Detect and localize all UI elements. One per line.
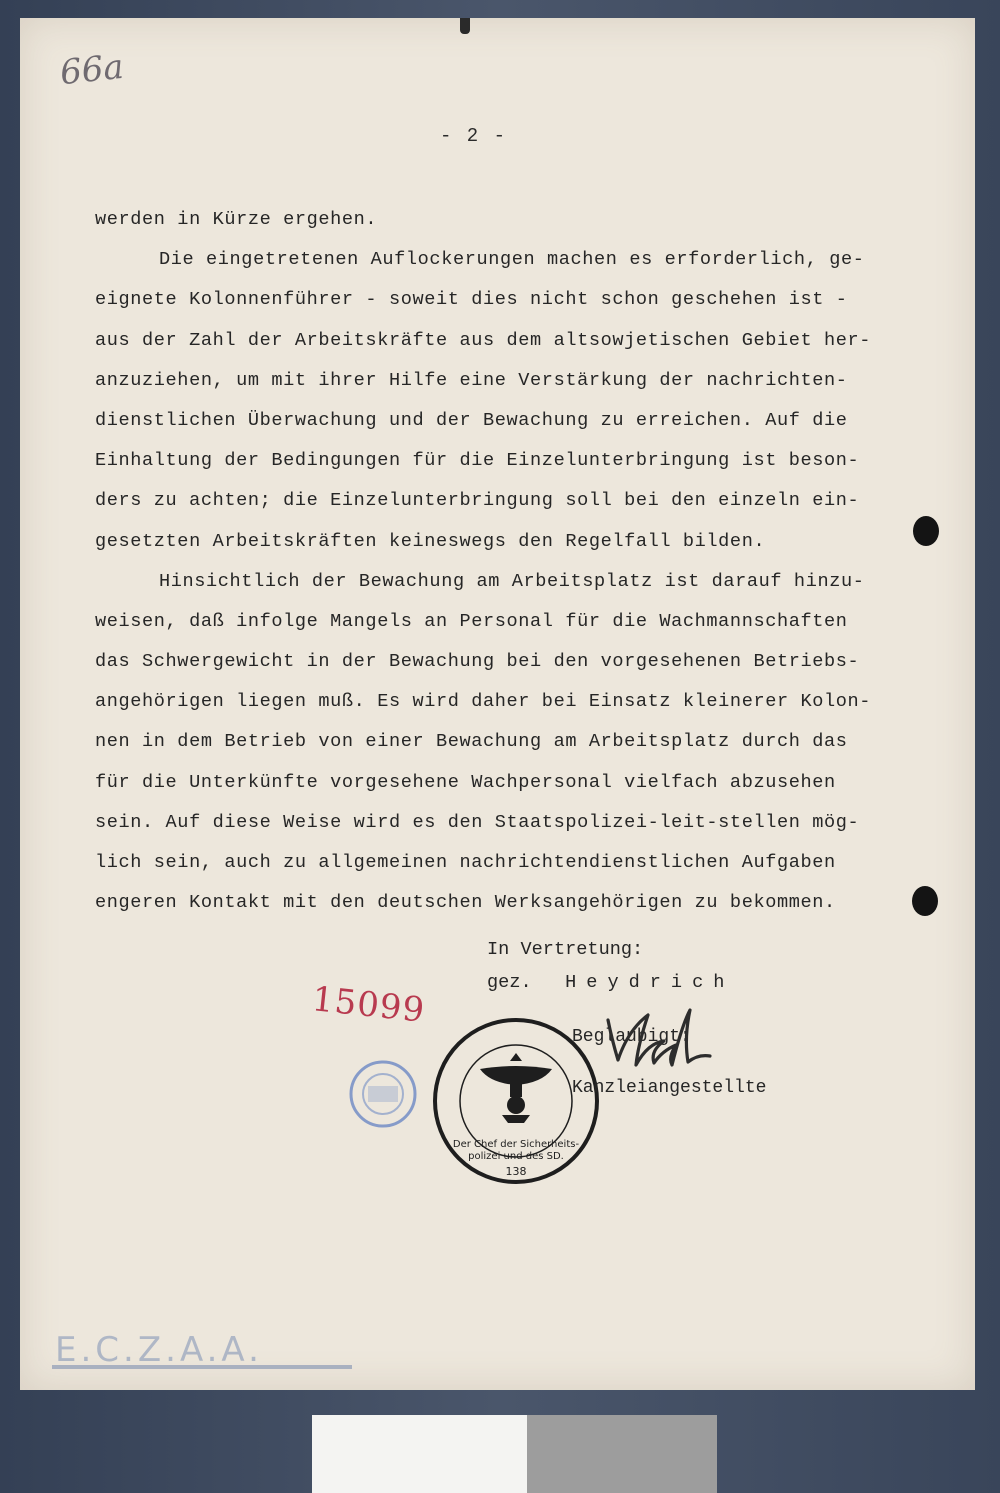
text-line: aus der Zahl der Arbeitskräfte aus dem altsowjetischen Gebiet her- — [95, 329, 872, 351]
faded-blue-stamp: E.C.Z.A.A. — [55, 1330, 263, 1370]
letter-body — [95, 200, 915, 923]
text-line: angehörigen liegen muß. Es wird daher bei Einsatz kleinerer Kolon- — [95, 691, 872, 713]
gez-label: gez. — [487, 972, 532, 993]
red-registry-number: 15099 — [310, 979, 427, 1031]
text-line: gesetzten Arbeitskräften keineswegs den Regelfall bilden. — [95, 530, 766, 552]
page-number: - 2 - — [440, 125, 508, 147]
text-line: Einhaltung der Bedingungen für die Einzelunterbringung ist beson- — [95, 450, 860, 472]
in-vertretung-line: In Vertretung: — [487, 939, 644, 960]
text-line: nen in dem Betrieb von einer Bewachung am Arbeitsplatz durch das — [95, 731, 848, 753]
text-line: das Schwergewicht in der Bewachung bei den vorgesehenen Betriebs- — [95, 651, 860, 673]
punch-hole-upper — [913, 516, 939, 546]
clerk-role-label: Kanzleiangestellte — [572, 1078, 767, 1098]
text-line: dienstlichen Überwachung und der Bewachung zu erreichen. Auf die — [95, 409, 848, 431]
blue-round-stamp-icon — [348, 1058, 418, 1130]
handwritten-folio-note: 66a — [58, 46, 126, 94]
certified-label: Beglaubigt: — [572, 1027, 691, 1047]
signature-block — [487, 933, 734, 999]
text-line: weisen, daß infolge Mangels an Personal für die Wachmannschaften — [95, 610, 848, 632]
signatory-name: Heydrich — [565, 972, 735, 993]
seal-number: 138 — [505, 1165, 527, 1178]
archive-label-grey — [527, 1415, 717, 1493]
text-line: sein. Auf diese Weise wird es den Staatspolizei-leit-stellen mög- — [95, 811, 860, 833]
punch-hole-lower — [912, 886, 938, 916]
text-line: Die eingetretenen Auflockerungen machen es erforderlich, ge- — [159, 249, 865, 271]
text-line: ders zu achten; die Einzelunterbringung soll bei den einzeln ein- — [95, 490, 860, 512]
handwritten-signature-icon — [598, 1000, 778, 1080]
text-line: engeren Kontakt mit den deutschen Werksangehörigen zu bekommen. — [95, 892, 836, 914]
seal-inner-text-2: polizei und des SD. — [468, 1151, 564, 1162]
text-line: anzuziehen, um mit ihrer Hilfe eine Verstärkung der nachrichten- — [95, 369, 848, 391]
text-line: werden in Kürze ergehen. — [95, 209, 378, 230]
text-line: eignete Kolonnenführer - soweit dies nicht schon geschehen ist - — [95, 289, 848, 311]
archive-label-white — [312, 1415, 527, 1493]
text-line: lich sein, auch zu allgemeinen nachrichtendienstlichen Aufgaben — [95, 852, 836, 873]
faded-stamp-underline — [52, 1365, 352, 1369]
signed-line — [487, 966, 734, 999]
text-line: für die Unterkünfte vorgesehene Wachpersonal vielfach abzusehen — [95, 771, 836, 793]
paper-notch — [460, 18, 470, 34]
text-line: Hinsichtlich der Bewachung am Arbeitsplatz ist darauf hinzu- — [159, 570, 865, 592]
seal-inner-text-1: Der Chef der Sicherheits- — [452, 1139, 580, 1150]
